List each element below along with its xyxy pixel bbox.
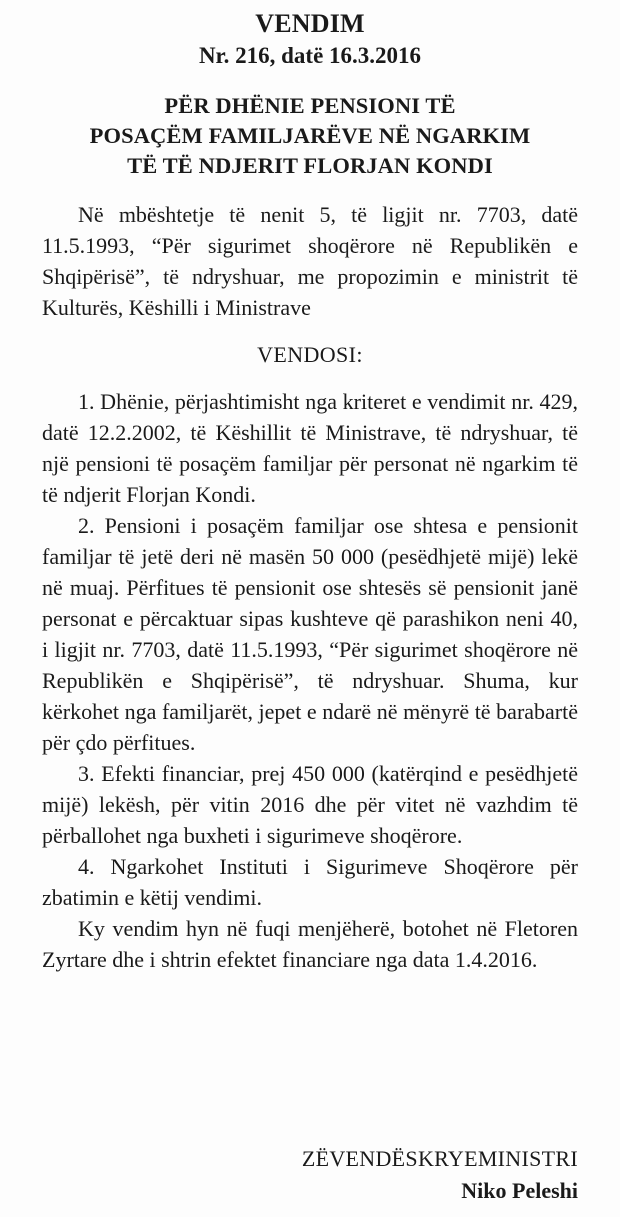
article-2-paragraph: 2. Pensioni i posaçëm familjar ose shtesa e pensionit familjar të jetë deri në masën 50 000 (pesëdhjetë mijë) lekë në muaj. Përfitues të pensionit ose shtesës së pensionit janë personat e përcaktuar sipas kushteve që parashikon neni 40, i ligjit nr. 7703, datë 11.5.1993, “Për sigurimet shoqërore në Republikën e Shqipërisë”, të ndryshuar. Shuma, kur kërkohet nga familjarët, jepet e ndarë në mënyrë të barabartë për çdo përfitues. (42, 513, 578, 755)
article-4-paragraph: 4. Ngarkohet Instituti i Sigurimeve Shoqërore për zbatimin e këtij vendimi. (42, 854, 578, 910)
document-body (42, 181, 578, 975)
document-heading-line-3: TË TË NDJERIT FLORJAN KONDI (127, 153, 493, 178)
preamble-paragraph: Në mbështetje të nenit 5, të ligjit nr. 7703, datë 11.5.1993, “Për sigurimet shoqërore në Republikën e Shqipërisë”, të ndryshuar, me propozimin e ministrit të Kulturës, Këshilli i Ministrave (42, 202, 578, 320)
signature-name: Niko Peleshi (461, 1178, 578, 1203)
signature-block (42, 1144, 578, 1205)
document-number-date: Nr. 216, datë 16.3.2016 (198, 43, 422, 68)
decision-keyword: VENDOSI: (257, 342, 363, 367)
document-title: VENDIM (255, 9, 365, 38)
signature-role: ZËVENDËSKRYEMINISTRI (301, 1146, 578, 1171)
document-heading-line-1: PËR DHËNIE PENSIONI TË (164, 93, 456, 118)
article-1-paragraph: 1. Dhënie, përjashtimisht nga kriteret e vendimit nr. 429, datë 12.2.2002, të Këshillit të Ministrave, të ndryshuar, të një pensioni të posaçëm familjar për personat në ngarkim të të ndjerit Florjan Kondi. (42, 389, 578, 507)
document-content (42, 0, 578, 975)
document-heading (42, 71, 578, 181)
closing-paragraph: Ky vendim hyn në fuqi menjëherë, botohet në Fletoren Zyrtare dhe i shtrin efektet financiare nga data 1.4.2016. (42, 916, 578, 972)
article-3-paragraph: 3. Efekti financiar, prej 450 000 (katërqind e pesëdhjetë mijë) lekësh, për vitin 2016 dhe për vitet në vazhdim të përballohet nga buxheti i sigurimeve shoqërore. (42, 761, 578, 848)
document-heading-line-2: POSAÇËM FAMILJARËVE NË NGARKIM (89, 123, 531, 148)
